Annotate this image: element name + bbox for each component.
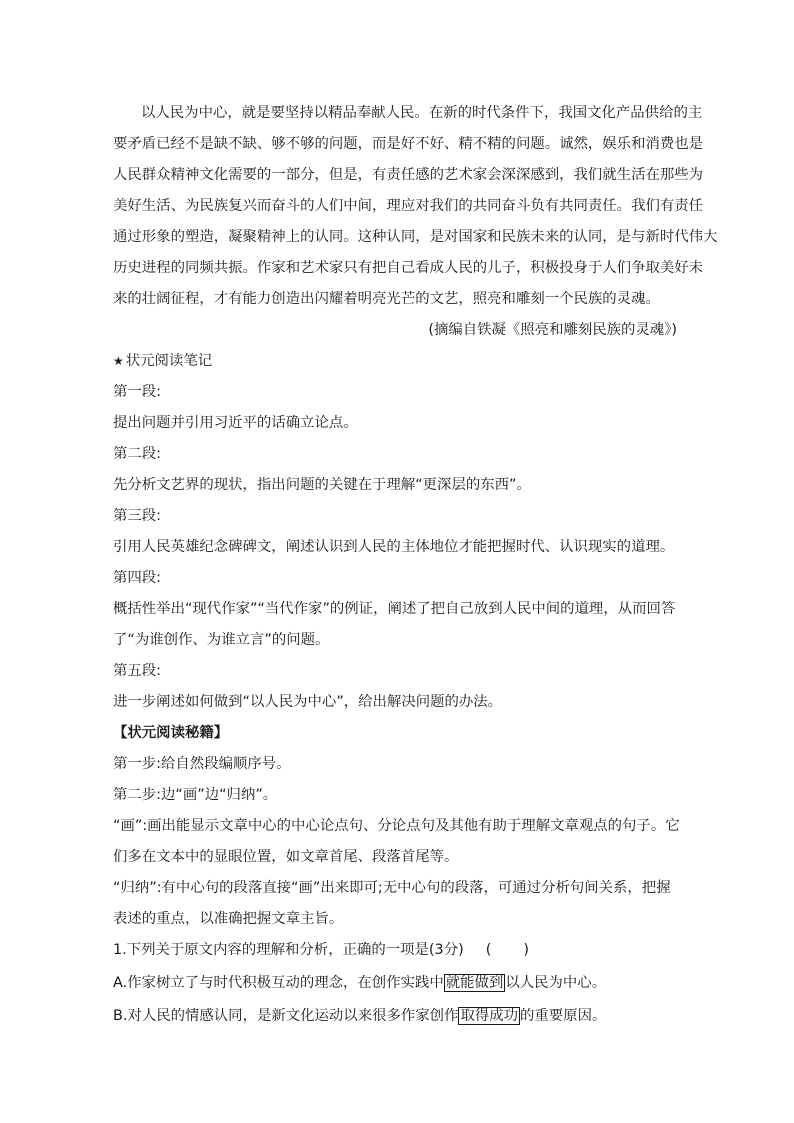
paragraph-note: 先分析文艺界的现状，指出问题的关键在于理解“更深层的东西”。 — [113, 477, 531, 493]
paragraph-note: 了“为谁创作、为谁立言”的问题。 — [113, 632, 330, 648]
paragraph-label: 第四段: — [113, 570, 162, 586]
notes-heading — [113, 351, 683, 371]
paragraph-note: 进一步阐述如何做到“以人民为中心”，给出解决问题的办法。 — [113, 694, 503, 710]
passage-line: 以人民为中心，就是要坚持以精品奉献人民。在新的时代条件下，我国文化产品供给的主 — [141, 105, 703, 121]
passage-line: 历史进程的同频共振。作家和艺术家只有把自己看成人民的儿子，积极投身于人们争取美好未 — [113, 260, 704, 276]
notes-title: 状元阅读笔记 — [125, 353, 213, 369]
paragraph-label: 第二段: — [113, 446, 162, 462]
secrets-title: 【状元阅读秘籍】 — [113, 725, 229, 741]
option-a-boxed: 就能做到 — [445, 975, 504, 991]
secrets-step: 第一步:给自然段编顺序号。 — [113, 756, 291, 772]
option-b-boxed: 取得成功 — [460, 1008, 519, 1024]
passage-line: 来的壮阔征程，才有能力创造出闪耀着明亮光芒的文艺，照亮和雕刻一个民族的灵魂。 — [113, 291, 660, 307]
secrets-hua: “画”:画出能显示文章中心的中心论点句、分论点句及其他有助于理解文章观点的句子。它 — [113, 818, 680, 834]
option-a-tail: 以人民为中心。 — [505, 975, 607, 991]
paragraph-note: 引用人民英雄纪念碑碑文，阐述认识到人民的主体地位才能把握时代、认识现实的道理。 — [113, 539, 675, 555]
paragraph-label: 第五段: — [113, 663, 162, 679]
passage-line: 人民群众精神文化需要的一部分，但是，有责任感的艺术家会深深感到，我们就生活在那些为 — [113, 167, 704, 183]
passage-line: 通过形象的塑造，凝聚精神上的认同。这种认同，是对国家和民族未来的认同，是与新时代伟大 — [113, 229, 718, 245]
passage-line: 要矛盾已经不是缺不缺、够不够的问题，而是好不好、精不精的问题。诚然，娱乐和消费也是 — [113, 136, 704, 152]
option-b-tail: 的重要原因。 — [520, 1008, 607, 1024]
secrets-step: 第二步:边“画”边“归纳”。 — [113, 787, 278, 803]
paragraph-label: 第三段: — [113, 508, 162, 524]
question-stem — [113, 940, 683, 960]
answer-paren-close: ) — [523, 942, 529, 958]
secrets-guina: 表述的重点，以准确把握文章主旨。 — [113, 911, 344, 927]
paragraph-label: 第一段: — [113, 384, 162, 400]
option-b[interactable] — [113, 1006, 683, 1026]
answer-paren-open: ( — [485, 942, 492, 958]
option-b-text: B.对人民的情感认同，是新文化运动以来很多作家创作 — [113, 1008, 459, 1024]
secrets-hua: 们多在文本中的显眼位置，如文章首尾、段落首尾等。 — [113, 849, 459, 865]
secrets-guina: “归纳”:有中心句的段落直接“画”出来即可;无中心句的段落，可通过分析句间关系，把握 — [113, 880, 671, 896]
paragraph-note: 提出问题并引用习近平的话确立论点。 — [113, 415, 358, 431]
option-a-text: A.作家树立了与时代积极互动的理念，在创作实践中 — [113, 975, 444, 991]
star-icon: ★ — [113, 354, 124, 368]
option-a[interactable] — [113, 973, 683, 993]
question-text: 1.下列关于原文内容的理解和分析，正确的一项是(3分) — [113, 942, 464, 958]
passage-source: (摘编自铁凝《照亮和雕刻民族的灵魂》) — [428, 322, 677, 338]
passage-line: 美好生活、为民族复兴而奋斗的人们中间，理应对我们的共同奋斗负有共同责任。我们有责任 — [113, 198, 704, 214]
paragraph-note: 概括性举出“现代作家”“当代作家”的例证，阐述了把自己放到人民中间的道理，从而回答 — [113, 601, 676, 617]
